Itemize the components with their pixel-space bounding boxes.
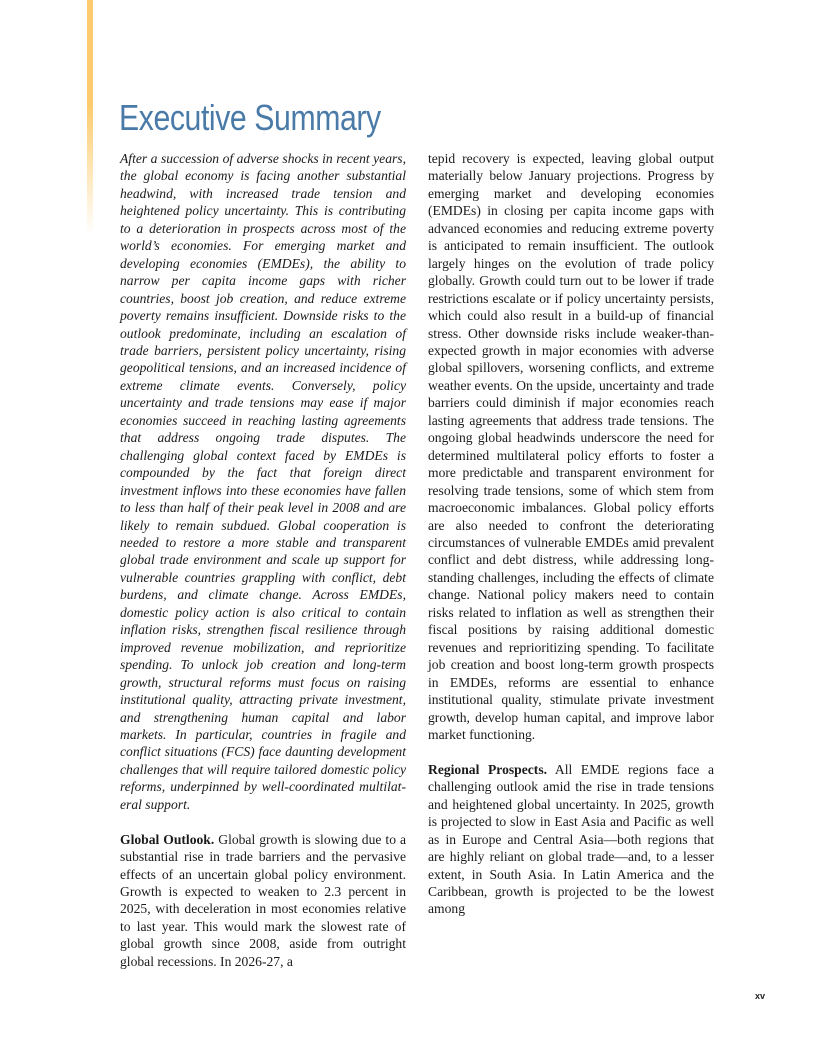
regional-prospects-paragraph (428, 761, 714, 918)
global-outlook-continued-paragraph: tepid recovery is expected, leaving global output materially below January projections. Progress by emerging market and developing economies (EMDEs) in closing per capita income gaps with advanced economies and reducing extreme poverty is anticipated to remain insufficient. The outlook largely hinges on the evolution of trade policy globally. Growth could turn out to be lower if trade restrictions escalate or if policy uncertainty persists, which could also result in a build-up of financial stress. Other downside risks include weaker-than-expected growth in major economies with adverse global spillovers, worsening conflicts, and extreme weather events. On the upside, uncertainty and trade barriers could diminish if major economies reach lasting agreements that address trade tensions. The ongoing global headwinds underscore the need for determined multilateral policy efforts to foster a more predictable and transparent environment for resolving trade tensions, some of which stem from macroeconomic imbalances. Global policy efforts are also needed to confront the deteriorating circumstances of vulnerable EMDEs amid prevalent conflict and debt distress, while addressing long-standing challenges, including the effects of climate change. National policy makers need to contain risks related to inflation as well as strengthen their fiscal positions by raising additional domestic revenues and reprioritizing spending. To facilitate job creation and boost long-term growth prospects in EMDEs, reforms are essential to enhance institutional quality, stimulate private investment growth, develop human capital, and improve labor market functioning. (428, 151, 714, 742)
global-outlook-heading: Global Outlook. (120, 831, 215, 847)
left-column (120, 150, 406, 970)
global-outlook-paragraph (120, 831, 406, 971)
page-number: xv (755, 991, 766, 1001)
summary-intro-paragraph: After a succession of adverse shocks in recent years, the global economy is facing another substantial headwind, with increased trade tension and heightened policy uncertainty. This is contributing to a deterioration in prospects across most of the world’s economies. For emerging market and developing economies (EMDEs), the ability to narrow per capita income gaps with richer countries, boost job creation, and reduce extreme poverty remains insufficient. Downside risks to the outlook predominate, including an escalation of trade barriers, persistent policy uncertainty, rising geopolitical tensions, and an increased incidence of extreme climate events. Conversely, policy uncertainty and trade tensions may ease if major economies succeed in reaching lasting agreements that address ongoing trade disputes. The challenging global context faced by EMDEs is compounded by the fact that foreign direct investment inflows into these economies have fallen to less than half of their peak level in 2008 and are likely to remain subdued. Global cooperation is needed to restore a more stable and transparent global trade environment and scale up support for vulnerable countries grappling with conflict, debt burdens, and climate change. Across EMDEs, domestic policy action is also critical to contain inflation risks, strengthen fiscal resilience through improved revenue mobilization, and reprioritize spending. To unlock job creation and long-term growth, structural reforms must focus on raising institutional quality, attracting private investment, and strengthening human capital and labor markets. In particular, countries in fragile and conflict situations (FCS) face daunting development challenges that will require tailored domestic policy reforms, underpinned by well-coordinated multilateral support. (120, 151, 406, 812)
page-title: Executive Summary (119, 97, 381, 138)
decorative-accent-bar (87, 0, 93, 235)
regional-prospects-heading: Regional Prospects. (428, 761, 548, 777)
regional-prospects-text: All EMDE regions face a challenging outlook amid the rise in trade tensions and heightened global uncertainty. In 2025, growth is projected to slow in East Asia and Pacific as well as in Europe and Central Asia—both regions that are highly reliant on global trade—and, to a lesser extent, in South Asia. In Latin America and the Caribbean, growth is projected to be the lowest among (428, 761, 714, 917)
global-outlook-text: Global growth is slowing due to a substantial rise in trade barriers and the pervasive effects of an uncertain global policy environment. Growth is expected to weaken to 2.3 percent in 2025, with deceleration in most economies relative to last year. This would mark the slowest rate of global growth since 2008, aside from outright global recessions. In 2026-27, a (120, 831, 407, 969)
right-column (428, 150, 714, 918)
